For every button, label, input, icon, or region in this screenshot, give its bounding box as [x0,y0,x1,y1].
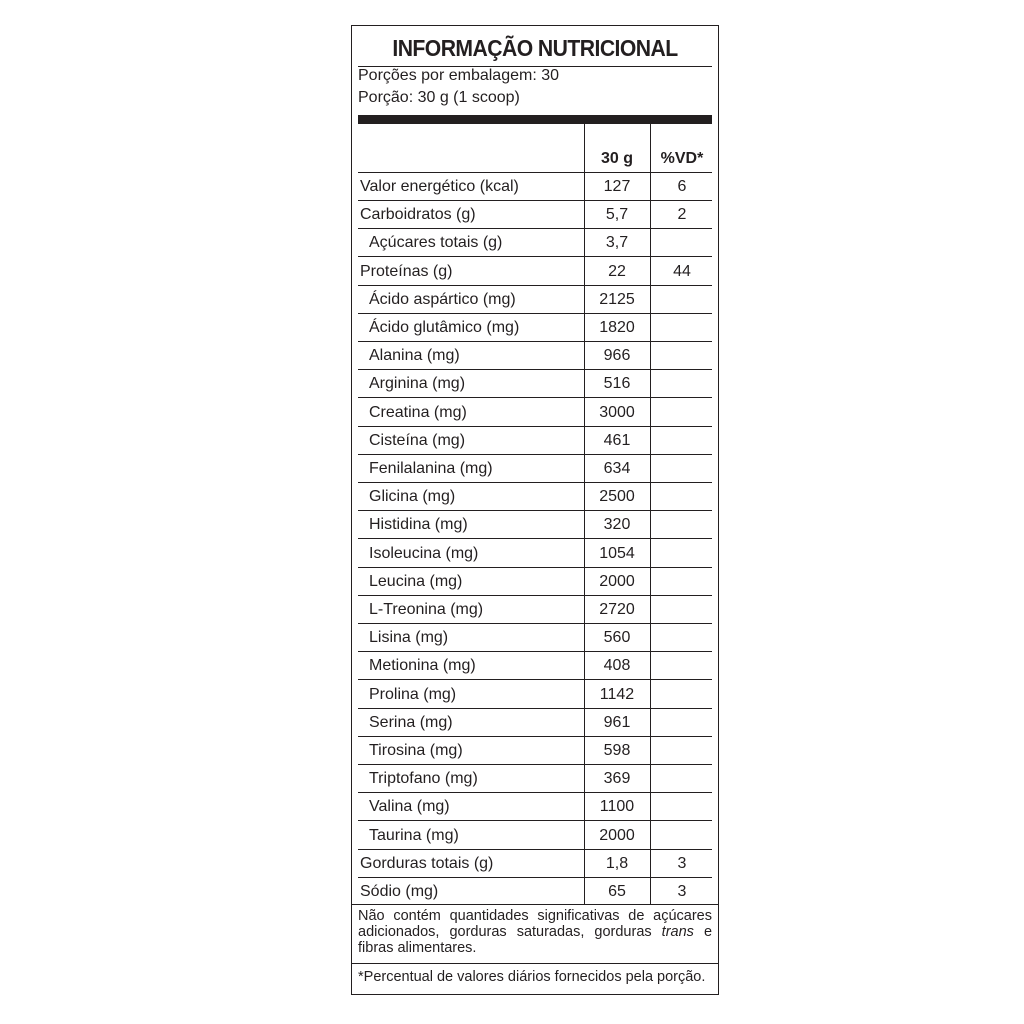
nutrient-amount: 961 [603,713,631,731]
table-row [358,427,712,455]
nutrient-name: Isoleucina (mg) [369,544,479,562]
nutrient-name: Creatina (mg) [369,403,467,421]
nutrient-name: Glicina (mg) [369,488,456,506]
table-bottom-divider [352,904,718,905]
nutrient-daily-value [650,652,714,680]
nutrient-daily-value [650,399,714,427]
nutrient-amount: 634 [603,460,631,477]
note-text: Não contém quantidades significativas de açúcares adicionados, gorduras saturadas, gorduras [358,908,712,940]
table-row [358,455,712,483]
note-text-end: e fibras alimentares. [358,924,713,956]
nutrient-daily-value [650,342,714,370]
nutrient-daily-value [650,314,714,342]
table-row [358,596,712,624]
nutrient-daily-value: 3 [677,883,687,900]
nutrient-amount: 2720 [599,601,635,618]
table-row [358,624,712,652]
nutrient-name: Leucina (mg) [369,572,463,590]
thick-divider-bar [358,115,712,124]
nutrient-name: Serina (mg) [369,713,453,731]
nutrient-name: Prolina (mg) [369,685,457,703]
table-row [358,793,712,821]
nutrient-name: Valina (mg) [369,798,450,816]
nutrient-amount: 127 [603,178,631,195]
nutrient-amount: 2125 [599,290,635,308]
header-amount: 30 g [600,150,633,167]
nutrient-amount: 1100 [599,798,635,816]
nutrient-daily-value [650,540,714,568]
nutrient-name: Histidina (mg) [369,516,468,534]
nutrient-amount: 598 [603,742,631,759]
nutrient-daily-value [650,793,714,821]
nutrient-amount: 2500 [599,488,635,506]
nutrient-amount: 1054 [599,544,635,562]
table-row [358,850,712,878]
nutrient-amount: 2000 [599,572,635,590]
nutrient-name: Taurina (mg) [369,826,459,844]
table-row [358,511,712,539]
nutrient-amount: 408 [603,657,631,675]
table-row [358,483,712,511]
nutrient-name: Tirosina (mg) [369,742,463,759]
table-row [358,314,712,342]
nutrient-daily-value [650,370,714,398]
table-row [358,822,712,850]
nutrient-name: Lisina (mg) [369,629,449,647]
nutrient-daily-value [650,286,714,314]
nutrient-name: Fenilalanina (mg) [369,460,493,477]
footnote: *Percentual de valores diários fornecidos pela porção. [358,969,706,985]
table-row [358,540,712,568]
nutrient-daily-value [650,483,714,511]
nutrient-name: Ácido glutâmico (mg) [369,319,520,336]
nutrient-daily-value: 2 [677,206,687,224]
nutrient-amount: 320 [603,516,631,534]
nutrient-name: Sódio (mg) [360,883,439,900]
table-row [358,201,712,229]
disclaimer-note [358,908,712,956]
nutrient-amount: 65 [608,883,626,900]
table-row [358,370,712,398]
nutrient-amount: 516 [603,375,631,393]
table-row [358,681,712,709]
nutrient-amount: 2000 [599,826,635,844]
nutrient-amount: 3000 [599,403,635,421]
nutrient-name: Cisteína (mg) [369,431,466,449]
nutrient-daily-value [650,681,714,709]
nutrient-daily-value [650,229,714,257]
table-row [358,568,712,596]
nutrient-daily-value [650,596,714,624]
table-row [358,342,712,370]
table-row [358,652,712,680]
header-vd: %VD* [660,150,704,167]
nutrient-daily-value [650,568,714,596]
label-title: INFORMAÇÃO NUTRICIONAL [392,35,678,61]
nutrient-daily-value [650,822,714,850]
nutrient-daily-value [650,511,714,539]
table-row [358,737,712,765]
table-row [358,878,712,906]
table-row [358,765,712,793]
serving-size: Porção: 30 g (1 scoop) [358,89,520,106]
nutrient-daily-value [650,624,714,652]
table-row [358,709,712,737]
nutrient-daily-value: 44 [673,262,691,280]
nutrient-amount: 5,7 [605,206,629,224]
nutrient-name: Metionina (mg) [369,657,476,675]
nutrient-daily-value [650,455,714,483]
nutrient-daily-value: 3 [677,854,687,872]
servings-per-package: Porções por embalagem: 30 [358,67,559,84]
table-row [358,173,712,201]
table-row [358,286,712,314]
nutrient-name: Triptofano (mg) [369,770,478,788]
table-header-row [358,124,712,173]
nutrient-amount: 3,7 [605,234,629,252]
nutrient-amount: 966 [603,347,631,365]
table-row [358,258,712,286]
nutrient-daily-value [650,737,714,765]
nutrient-daily-value [650,765,714,793]
note-italic-word: trans [661,924,694,940]
nutrient-name: Arginina (mg) [369,375,466,393]
nutrient-amount: 1820 [599,319,635,336]
footnote-divider [352,963,718,964]
nutrient-name: Proteínas (g) [360,262,453,280]
nutrient-amount: 461 [603,431,631,449]
nutrient-name: L-Treonina (mg) [369,601,484,618]
nutrient-name: Açúcares totais (g) [369,234,503,252]
nutrient-daily-value [650,427,714,455]
nutrient-amount: 1,8 [605,854,629,872]
nutrient-daily-value [650,709,714,737]
nutrient-amount: 369 [603,770,631,788]
nutrient-name: Carboidratos (g) [360,206,476,224]
nutrient-name: Gorduras totais (g) [360,854,494,872]
nutrient-amount: 22 [608,262,626,280]
table-row [358,399,712,427]
nutrient-daily-value: 6 [677,178,687,195]
nutrient-amount: 1142 [599,685,635,703]
nutrient-amount: 560 [603,629,631,647]
nutrition-facts-label [351,25,719,995]
nutrient-name: Alanina (mg) [369,347,460,365]
nutrient-name: Valor energético (kcal) [360,178,519,195]
nutrient-name: Ácido aspártico (mg) [369,290,516,308]
table-row [358,229,712,257]
